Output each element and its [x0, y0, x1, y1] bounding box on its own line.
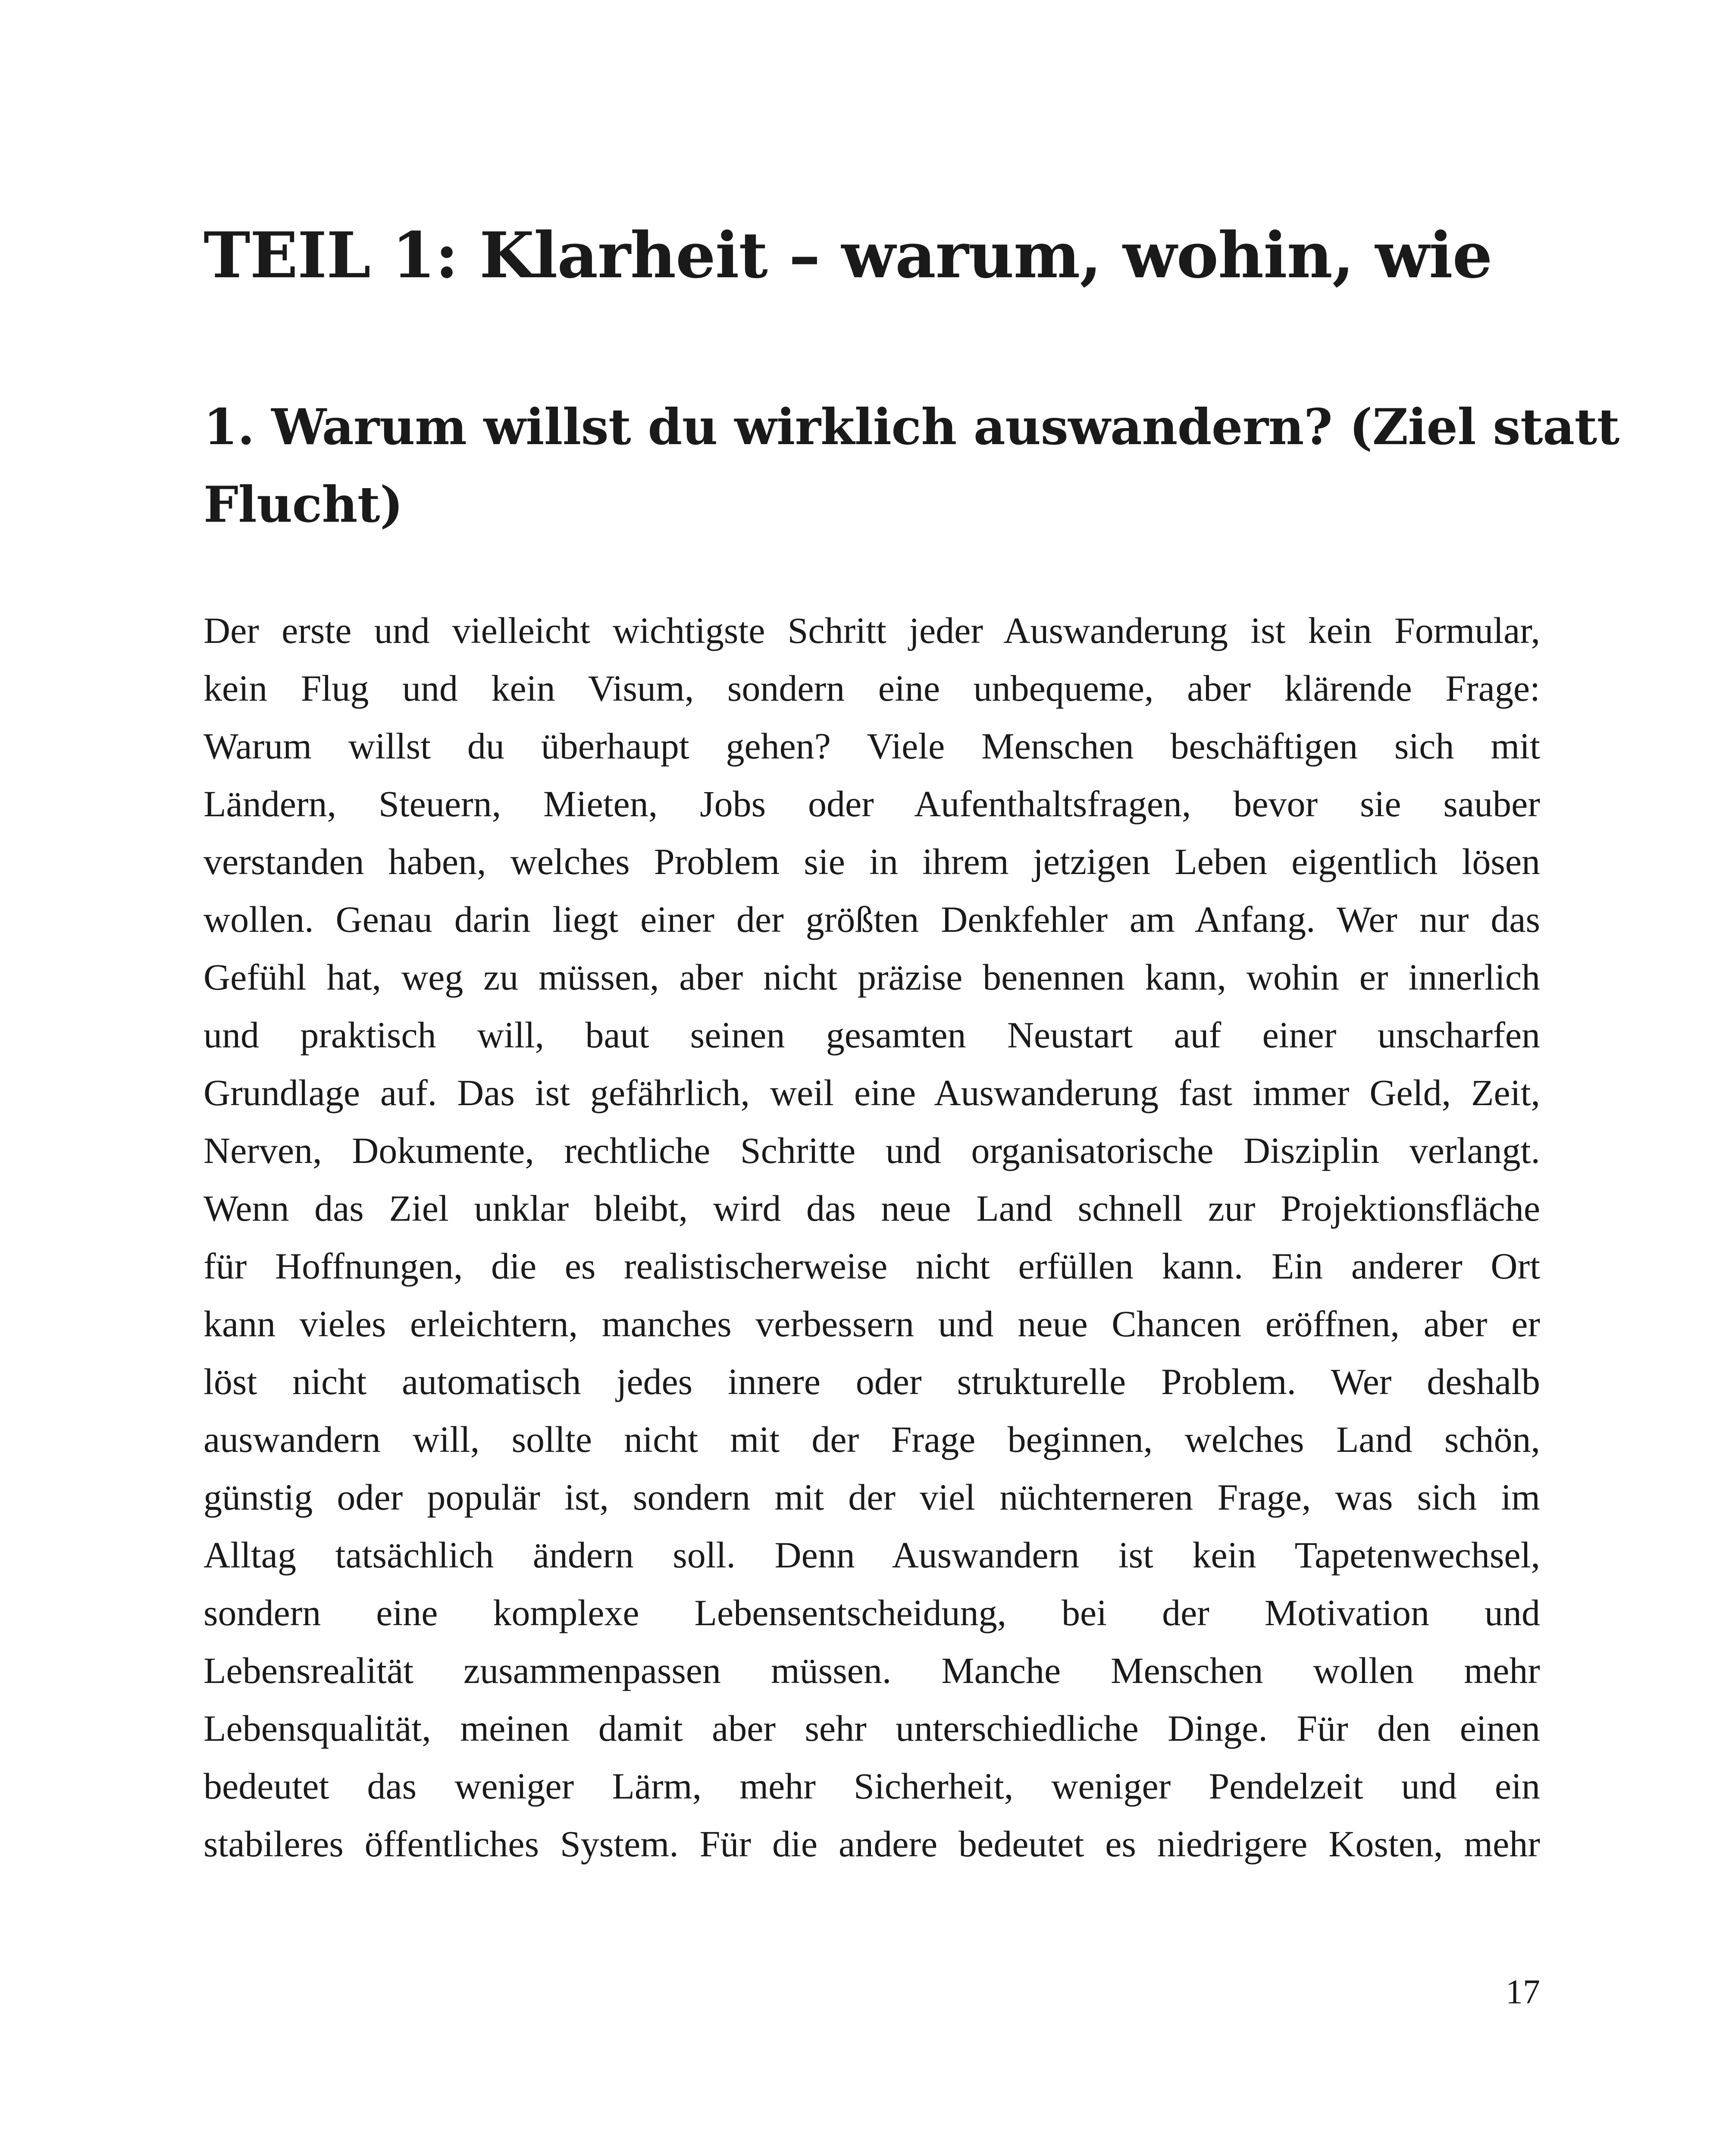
body-line: Alltag tatsächlich ändern soll. Denn Auswandern ist kein Tapetenwechsel, [204, 1534, 1540, 1576]
body-line: Gefühl hat, weg zu müssen, aber nicht präzise benennen kann, wohin er innerlich [204, 956, 1540, 998]
body-line: für Hoffnungen, die es realistischerweise nicht erfüllen kann. Ein anderer Ort [204, 1245, 1540, 1287]
chapter-title-line: Flucht) [204, 476, 403, 533]
body-paragraph [204, 602, 1540, 1873]
part-title: TEIL 1: Klarheit – warum, wohin, wie [204, 219, 1492, 292]
body-line: Lebensqualität, meinen damit aber sehr unterschiedliche Dinge. Für den einen [204, 1708, 1540, 1749]
body-line: Warum willst du überhaupt gehen? Viele Menschen beschäftigen sich mit [204, 725, 1540, 767]
body-line: verstanden haben, welches Problem sie in ihrem jetzigen Leben eigentlich lösen [204, 841, 1540, 882]
body-line: stabileres öffentliches System. Für die andere bedeutet es niedrigere Kosten, mehr [204, 1823, 1540, 1865]
body-line: sondern eine komplexe Lebensentscheidung, bei der Motivation und [204, 1592, 1540, 1633]
body-line: bedeutet das weniger Lärm, mehr Sicherheit, weniger Pendelzeit und ein [204, 1765, 1540, 1807]
body-line: günstig oder populär ist, sondern mit der viel nüchterneren Frage, was sich im [204, 1476, 1540, 1518]
body-line: wollen. Genau darin liegt einer der größten Denkfehler am Anfang. Wer nur das [204, 899, 1540, 940]
body-line: Grundlage auf. Das ist gefährlich, weil eine Auswanderung fast immer Geld, Zeit, [204, 1072, 1540, 1113]
body-line: löst nicht automatisch jedes innere oder strukturelle Problem. Wer deshalb [204, 1361, 1540, 1402]
chapter-title-line: 1. Warum willst du wirklich auswandern? (Ziel statt [204, 398, 1619, 456]
chapter-title [204, 388, 1619, 543]
body-line: Wenn das Ziel unklar bleibt, wird das neue Land schnell zur Projektionsfläche [204, 1188, 1540, 1229]
body-line: Lebensrealität zusammenpassen müssen. Manche Menschen wollen mehr [204, 1650, 1540, 1691]
body-line: Der erste und vielleicht wichtigste Schritt jeder Auswanderung ist kein Formular, [204, 610, 1540, 651]
body-line: und praktisch will, baut seinen gesamten Neustart auf einer unscharfen [204, 1014, 1540, 1056]
body-line: Ländern, Steuern, Mieten, Jobs oder Aufenthaltsfragen, bevor sie sauber [204, 783, 1540, 824]
page-number: 17 [1506, 1973, 1540, 2011]
body-line: kann vieles erleichtern, manches verbessern und neue Chancen eröffnen, aber er [204, 1303, 1540, 1344]
body-line: kein Flug und kein Visum, sondern eine unbequeme, aber klärende Frage: [204, 667, 1540, 709]
body-line: auswandern will, sollte nicht mit der Frage beginnen, welches Land schön, [204, 1419, 1540, 1460]
body-line: Nerven, Dokumente, rechtliche Schritte und organisatorische Disziplin verlangt. [204, 1130, 1540, 1171]
